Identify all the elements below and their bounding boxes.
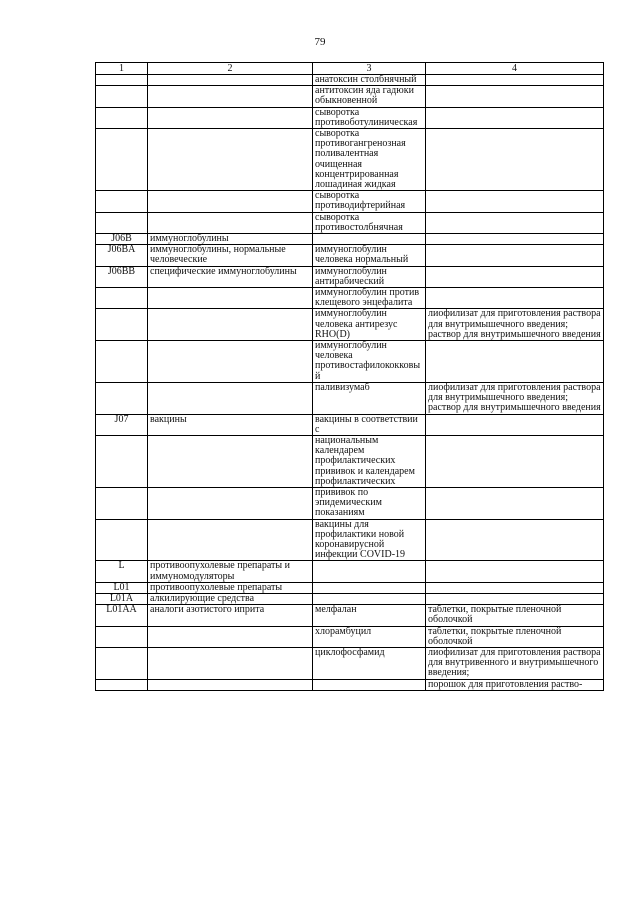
atc-code-cell bbox=[96, 212, 148, 233]
drug-name-cell: хлорамбуцил bbox=[313, 626, 426, 647]
atc-code-cell bbox=[96, 382, 148, 414]
table-row bbox=[96, 593, 604, 604]
dosage-form-cell bbox=[426, 582, 604, 593]
table-row bbox=[96, 75, 604, 86]
table-row bbox=[96, 647, 604, 679]
table-row bbox=[96, 266, 604, 287]
drug-name-cell: вакцины для профилактики новой коронавирусной инфекции COVID-19 bbox=[313, 519, 426, 561]
table-header-row bbox=[96, 63, 604, 75]
group-name-cell bbox=[148, 647, 313, 679]
group-name-cell: иммуноглобулины, нормальные человеческие bbox=[148, 245, 313, 266]
table-row bbox=[96, 679, 604, 690]
atc-code-cell bbox=[96, 519, 148, 561]
group-name-cell bbox=[148, 382, 313, 414]
drug-name-cell: анатоксин столбнячный bbox=[313, 75, 426, 86]
drug-name-cell: антитоксин яда гадюки обыкновенной bbox=[313, 86, 426, 107]
table-row bbox=[96, 561, 604, 582]
drug-name-cell bbox=[313, 561, 426, 582]
group-name-cell: специфические иммуноглобулины bbox=[148, 266, 313, 287]
atc-code-cell bbox=[96, 647, 148, 679]
table-row bbox=[96, 382, 604, 414]
table-row bbox=[96, 288, 604, 309]
table-row bbox=[96, 487, 604, 519]
dosage-form-cell bbox=[426, 266, 604, 287]
drug-name-cell: национальным календарем профилактических прививок и календарем профилактических bbox=[313, 435, 426, 487]
dosage-form-cell: таблетки, покрытые пленочной оболочкой bbox=[426, 626, 604, 647]
table-row bbox=[96, 435, 604, 487]
atc-code-cell: L01 bbox=[96, 582, 148, 593]
dosage-form-cell: таблетки, покрытые пленочной оболочкой bbox=[426, 605, 604, 626]
group-name-cell: алкилирующие средства bbox=[148, 593, 313, 604]
group-name-cell bbox=[148, 487, 313, 519]
dosage-form-cell bbox=[426, 487, 604, 519]
column-header: 3 bbox=[313, 63, 426, 75]
atc-code-cell bbox=[96, 341, 148, 383]
group-name-cell: противоопухолевые препараты и иммуномодуляторы bbox=[148, 561, 313, 582]
table-row bbox=[96, 341, 604, 383]
atc-code-cell: J07 bbox=[96, 414, 148, 435]
table-row bbox=[96, 212, 604, 233]
drug-name-cell: паливизумаб bbox=[313, 382, 426, 414]
drug-name-cell bbox=[313, 582, 426, 593]
atc-code-cell: J06B bbox=[96, 234, 148, 245]
atc-code-cell bbox=[96, 86, 148, 107]
atc-code-cell: L01A bbox=[96, 593, 148, 604]
atc-code-cell: J06BB bbox=[96, 266, 148, 287]
group-name-cell bbox=[148, 519, 313, 561]
dosage-form-cell bbox=[426, 212, 604, 233]
drug-name-cell: иммуноглобулин против клещевого энцефалита bbox=[313, 288, 426, 309]
dosage-form-cell bbox=[426, 129, 604, 191]
dosage-form-cell bbox=[426, 245, 604, 266]
drug-name-cell: иммуноглобулин антирабический bbox=[313, 266, 426, 287]
group-name-cell bbox=[148, 309, 313, 341]
group-name-cell: вакцины bbox=[148, 414, 313, 435]
group-name-cell: противоопухолевые препараты bbox=[148, 582, 313, 593]
drug-name-cell: циклофосфамид bbox=[313, 647, 426, 679]
drug-name-cell: иммуноглобулин человека нормальный bbox=[313, 245, 426, 266]
group-name-cell bbox=[148, 129, 313, 191]
group-name-cell bbox=[148, 435, 313, 487]
column-header: 2 bbox=[148, 63, 313, 75]
table-row bbox=[96, 626, 604, 647]
table-row bbox=[96, 191, 604, 212]
page-number: 79 bbox=[314, 36, 326, 48]
drug-name-cell: вакцины в соответствии с bbox=[313, 414, 426, 435]
group-name-cell bbox=[148, 341, 313, 383]
atc-code-cell bbox=[96, 679, 148, 690]
group-name-cell bbox=[148, 191, 313, 212]
group-name-cell bbox=[148, 679, 313, 690]
table-row bbox=[96, 245, 604, 266]
dosage-form-cell bbox=[426, 107, 604, 128]
dosage-form-cell bbox=[426, 234, 604, 245]
drug-name-cell: сыворотка противоботулиническая bbox=[313, 107, 426, 128]
drug-name-cell: сыворотка противостолбнячная bbox=[313, 212, 426, 233]
table-row bbox=[96, 86, 604, 107]
dosage-form-cell: лиофилизат для приготовления раствора для внутривенного и внутримышечного введения; bbox=[426, 647, 604, 679]
table-row bbox=[96, 605, 604, 626]
dosage-form-cell bbox=[426, 435, 604, 487]
atc-code-cell bbox=[96, 487, 148, 519]
atc-code-cell bbox=[96, 75, 148, 86]
column-header: 4 bbox=[426, 63, 604, 75]
group-name-cell: аналоги азотистого иприта bbox=[148, 605, 313, 626]
table-row bbox=[96, 309, 604, 341]
atc-code-cell: L01AA bbox=[96, 605, 148, 626]
table-row bbox=[96, 107, 604, 128]
drug-list-table bbox=[95, 62, 604, 691]
dosage-form-cell: лиофилизат для приготовления раствора для внутримышечного введения; раствор для внутримышечного введения bbox=[426, 382, 604, 414]
group-name-cell bbox=[148, 288, 313, 309]
dosage-form-cell: лиофилизат для приготовления раствора для внутримышечного введения; раствор для внутримышечного введения bbox=[426, 309, 604, 341]
group-name-cell: иммуноглобулины bbox=[148, 234, 313, 245]
table-row bbox=[96, 234, 604, 245]
atc-code-cell bbox=[96, 288, 148, 309]
group-name-cell bbox=[148, 86, 313, 107]
drug-name-cell: иммуноглобулин человека антирезус RHO(D) bbox=[313, 309, 426, 341]
dosage-form-cell bbox=[426, 561, 604, 582]
drug-name-cell: иммуноглобулин человека противостафилококковый bbox=[313, 341, 426, 383]
group-name-cell bbox=[148, 626, 313, 647]
atc-code-cell: L bbox=[96, 561, 148, 582]
column-header: 1 bbox=[96, 63, 148, 75]
dosage-form-cell bbox=[426, 86, 604, 107]
table-row bbox=[96, 129, 604, 191]
atc-code-cell bbox=[96, 191, 148, 212]
drug-name-cell: мелфалан bbox=[313, 605, 426, 626]
group-name-cell bbox=[148, 75, 313, 86]
table-row bbox=[96, 519, 604, 561]
group-name-cell bbox=[148, 107, 313, 128]
drug-name-cell: прививок по эпидемическим показаниям bbox=[313, 487, 426, 519]
table-row bbox=[96, 414, 604, 435]
atc-code-cell bbox=[96, 309, 148, 341]
dosage-form-cell bbox=[426, 191, 604, 212]
dosage-form-cell bbox=[426, 414, 604, 435]
dosage-form-cell bbox=[426, 593, 604, 604]
dosage-form-cell bbox=[426, 519, 604, 561]
dosage-form-cell bbox=[426, 75, 604, 86]
dosage-form-cell bbox=[426, 341, 604, 383]
atc-code-cell: J06BA bbox=[96, 245, 148, 266]
atc-code-cell bbox=[96, 626, 148, 647]
drug-name-cell bbox=[313, 679, 426, 690]
group-name-cell bbox=[148, 212, 313, 233]
table-row bbox=[96, 582, 604, 593]
atc-code-cell bbox=[96, 107, 148, 128]
table-body bbox=[96, 75, 604, 691]
dosage-form-cell bbox=[426, 288, 604, 309]
drug-name-cell: сыворотка противодифтерийная bbox=[313, 191, 426, 212]
atc-code-cell bbox=[96, 129, 148, 191]
drug-name-cell: сыворотка противогангренозная поливалентная очищенная концентрированная лошадиная жидкая bbox=[313, 129, 426, 191]
drug-name-cell bbox=[313, 234, 426, 245]
dosage-form-cell: порошок для приготовления раство- bbox=[426, 679, 604, 690]
drug-name-cell bbox=[313, 593, 426, 604]
atc-code-cell bbox=[96, 435, 148, 487]
